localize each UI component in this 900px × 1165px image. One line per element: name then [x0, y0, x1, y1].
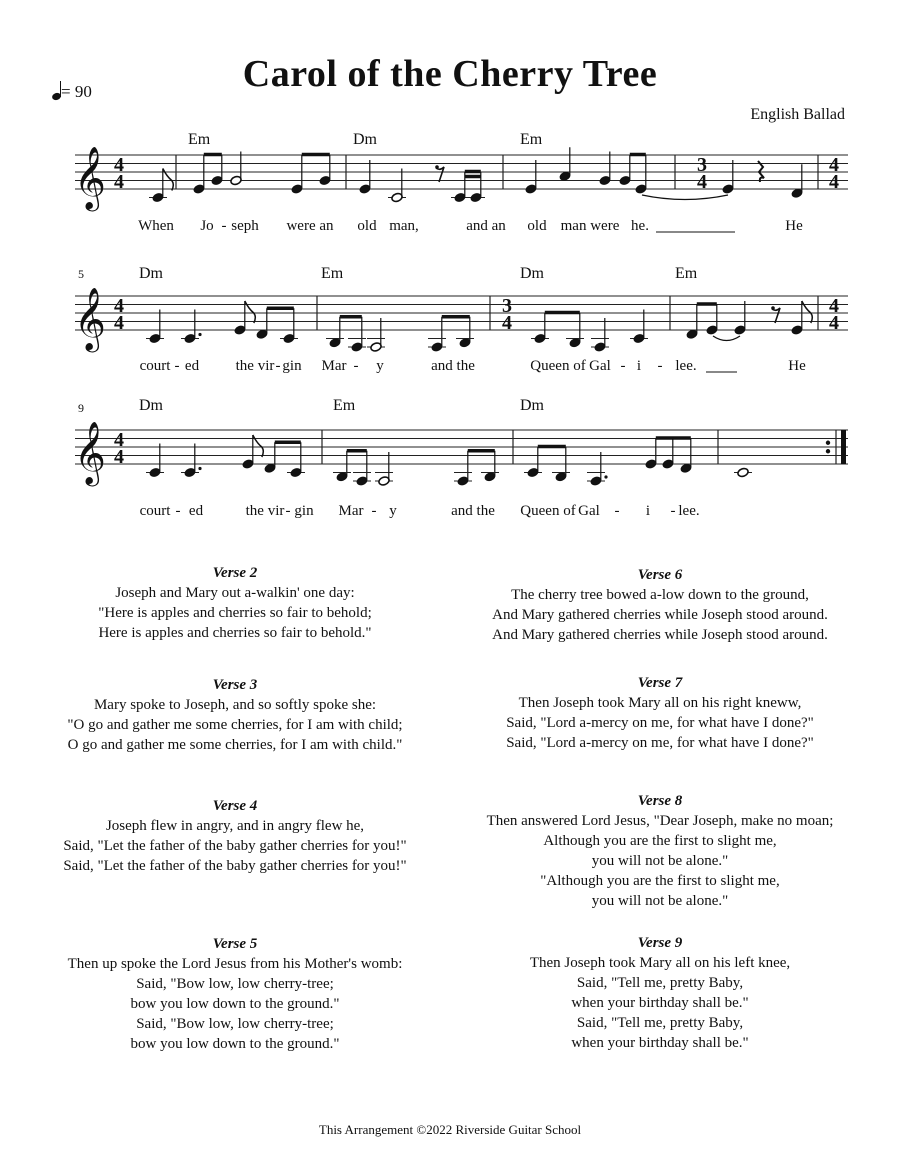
lyric-syllable: lee.: [678, 503, 700, 519]
chord-symbol: Em: [188, 131, 211, 148]
lyric-syllable: i: [645, 503, 651, 519]
verse-line: when your birthday shall be.": [571, 1035, 749, 1051]
lyric-syllable: the vir: [245, 503, 285, 519]
time-signature-top: 3: [697, 154, 707, 176]
verse-title: Verse 9: [637, 935, 683, 951]
verse-line: Here is apples and cherries so fair to behold.": [98, 625, 372, 641]
verse-line: O go and gather me some cherries, for I am with child.": [67, 737, 403, 753]
verse-block: [25, 675, 445, 755]
verse-line: when your birthday shall be.": [571, 995, 749, 1011]
verse-line: Joseph flew in angry, and in angry flew he,: [105, 818, 365, 834]
time-signature-bottom: 4: [114, 446, 124, 468]
verse-line: bow you low down to the ground.": [130, 996, 340, 1012]
lyric-syllable: court: [139, 503, 171, 519]
verse-line: And Mary gathered cherries while Joseph stood around.: [492, 607, 828, 623]
lyric-syllable: -: [614, 503, 620, 519]
treble-clef-icon: 𝄞: [74, 421, 106, 484]
verse-title: Verse 7: [637, 675, 683, 691]
verse-line: bow you low down to the ground.": [130, 1036, 340, 1052]
verse-line: Joseph and Mary out a-walkin' one day:: [115, 585, 355, 601]
repeat-dot: [826, 449, 830, 453]
lyric-syllable: i: [636, 358, 642, 374]
verse-block: [25, 934, 445, 1054]
lyric-syllable: Jo: [200, 218, 214, 234]
music-notation: [0, 0, 900, 540]
chord-symbol: Em: [520, 131, 543, 148]
verse-block: [450, 565, 870, 645]
verse-line: "Here is apples and cherries so fair to behold;: [98, 605, 372, 621]
verse-block: [450, 791, 870, 911]
augmentation-dot: [604, 475, 607, 478]
chord-symbol: Em: [675, 265, 698, 282]
verse-title: Verse 8: [637, 793, 683, 809]
lyric-syllable: the vir: [235, 358, 275, 374]
lyric-syllable: Queen of: [520, 503, 576, 519]
verse-line: "O go and gather me some cherries, for I am with child;: [67, 717, 403, 733]
verse-line: The cherry tree bowed a-low down to the ground,: [511, 587, 809, 603]
tempo-value: = 90: [61, 82, 92, 101]
lyric-syllable: court: [139, 358, 171, 374]
chord-symbol: Em: [333, 397, 356, 414]
chord-symbol: Dm: [520, 397, 544, 414]
augmentation-dot: [198, 333, 201, 336]
time-signature-bottom: 4: [114, 171, 124, 193]
lyric-syllable: y: [389, 503, 397, 519]
chord-symbol: Em: [321, 265, 344, 282]
final-thick-barline: [841, 430, 846, 464]
verse-line: Then Joseph took Mary all on his right kneww,: [518, 695, 802, 711]
time-signature-top: 4: [114, 295, 124, 317]
eighth-rest-icon: [772, 308, 780, 323]
verse-title: Verse 3: [212, 677, 258, 693]
lyric-syllable: old: [357, 218, 377, 234]
verse-line: Then Joseph took Mary all on his left knee,: [529, 955, 791, 971]
song-title: Carol of the Cherry Tree: [242, 53, 658, 95]
repeat-dot: [826, 441, 830, 445]
lyric-syllable: y: [376, 358, 384, 374]
lyric-syllable: -: [670, 503, 676, 519]
chord-symbol: Dm: [353, 131, 377, 148]
verse-line: you will not be alone.": [591, 853, 729, 869]
lyric-syllable: When: [138, 218, 174, 234]
eighth-rest-dot: [771, 306, 775, 310]
tie: [642, 195, 728, 200]
verse-line: "Although you are the first to slight me,: [540, 873, 780, 889]
lyric-syllable: Mar: [338, 503, 364, 519]
time-signature-top: 4: [114, 154, 124, 176]
time-signature-top: 4: [829, 154, 839, 176]
lyric-syllable: Mar: [321, 358, 347, 374]
lyric-syllable: He: [788, 358, 806, 374]
lyric-syllable: lee.: [675, 358, 697, 374]
whole-note: [737, 467, 749, 478]
time-signature-top: 4: [829, 295, 839, 317]
lyric-syllable: -: [285, 503, 291, 519]
time-signature-bottom: 4: [829, 171, 839, 193]
lyric-syllable: and the: [451, 503, 495, 519]
time-signature-bottom: 4: [114, 312, 124, 334]
verse-line: Said, "Tell me, pretty Baby,: [576, 975, 744, 991]
lyric-syllable: -: [620, 358, 626, 374]
tie: [713, 336, 740, 341]
lyric-syllable: -: [353, 358, 359, 374]
lyric-syllable: -: [174, 358, 180, 374]
verse-line: Said, "Lord a-mercy on me, for what have I done?": [506, 715, 814, 731]
verse-block: [25, 796, 445, 876]
verse-block: [25, 563, 445, 643]
verse-title: Verse 2: [212, 565, 258, 581]
verse-line: Said, "Let the father of the baby gather cherries for you!": [63, 838, 407, 854]
time-signature-bottom: 4: [502, 312, 512, 334]
lyric-syllable: Queen of: [530, 358, 586, 374]
verse-title: Verse 6: [637, 567, 683, 583]
lyric-syllable: -: [275, 358, 281, 374]
time-signature-top: 4: [114, 429, 124, 451]
eighth-rest-dot: [435, 165, 439, 169]
time-signature-bottom: 4: [697, 171, 707, 193]
lyric-syllable: ed: [184, 358, 200, 374]
chord-symbol: Dm: [139, 397, 163, 414]
lyric-syllable: ed: [188, 503, 204, 519]
chord-symbol: Dm: [520, 265, 544, 282]
augmentation-dot: [198, 467, 201, 470]
lyric-syllable: -: [175, 503, 181, 519]
eighth-rest-icon: [436, 167, 444, 182]
composer-credit: English Ballad: [750, 106, 845, 123]
verse-line: Said, "Tell me, pretty Baby,: [576, 1015, 744, 1031]
time-signature-top: 3: [502, 295, 512, 317]
lyric-syllable: -: [657, 358, 663, 374]
copyright-footer: This Arrangement ©2022 Riverside Guitar School: [318, 1122, 582, 1137]
lyric-syllable: he.: [631, 218, 649, 234]
verse-title: Verse 4: [212, 798, 258, 814]
verse-line: Said, "Lord a-mercy on me, for what have I done?": [506, 735, 814, 751]
verse-block: [450, 673, 870, 753]
measure-number: 5: [78, 267, 84, 281]
treble-clef-icon: 𝄞: [74, 287, 106, 350]
time-signature-bottom: 4: [829, 312, 839, 334]
verse-block: [450, 933, 870, 1053]
treble-clef-icon: 𝄞: [74, 146, 106, 209]
lyric-syllable: gin: [282, 358, 302, 374]
lyric-syllable: and the: [431, 358, 475, 374]
verse-line: And Mary gathered cherries while Joseph stood around.: [492, 627, 828, 643]
verse-line: Mary spoke to Joseph, and so softly spoke she:: [93, 697, 377, 713]
verse-line: Then answered Lord Jesus, "Dear Joseph, make no moan;: [486, 813, 834, 829]
verse-line: Said, "Bow low, low cherry-tree;: [136, 976, 334, 992]
lyric-syllable: were an: [286, 218, 334, 234]
lyric-syllable: -: [371, 503, 377, 519]
measure-number: 9: [78, 401, 84, 415]
lyric-syllable: seph: [231, 218, 259, 234]
verse-line: you will not be alone.": [591, 893, 729, 909]
lyric-syllable: old: [527, 218, 547, 234]
verse-line: Said, "Let the father of the baby gather cherries for you!": [63, 858, 407, 874]
lyric-syllable: He: [785, 218, 803, 234]
lyric-syllable: and an: [466, 218, 506, 234]
lyric-syllable: Gal: [589, 358, 611, 374]
chord-symbol: Dm: [139, 265, 163, 282]
lyric-syllable: Gal: [578, 503, 600, 519]
lyric-syllable: gin: [294, 503, 314, 519]
verse-line: Said, "Bow low, low cherry-tree;: [136, 1016, 334, 1032]
lyric-syllable: man,: [389, 218, 419, 234]
verse-line: Although you are the first to slight me,: [543, 833, 777, 849]
verse-line: Then up spoke the Lord Jesus from his Mother's womb:: [67, 956, 403, 972]
lyric-syllable: man were: [560, 218, 620, 234]
lyric-syllable: -: [221, 218, 227, 234]
verse-title: Verse 5: [212, 936, 258, 952]
